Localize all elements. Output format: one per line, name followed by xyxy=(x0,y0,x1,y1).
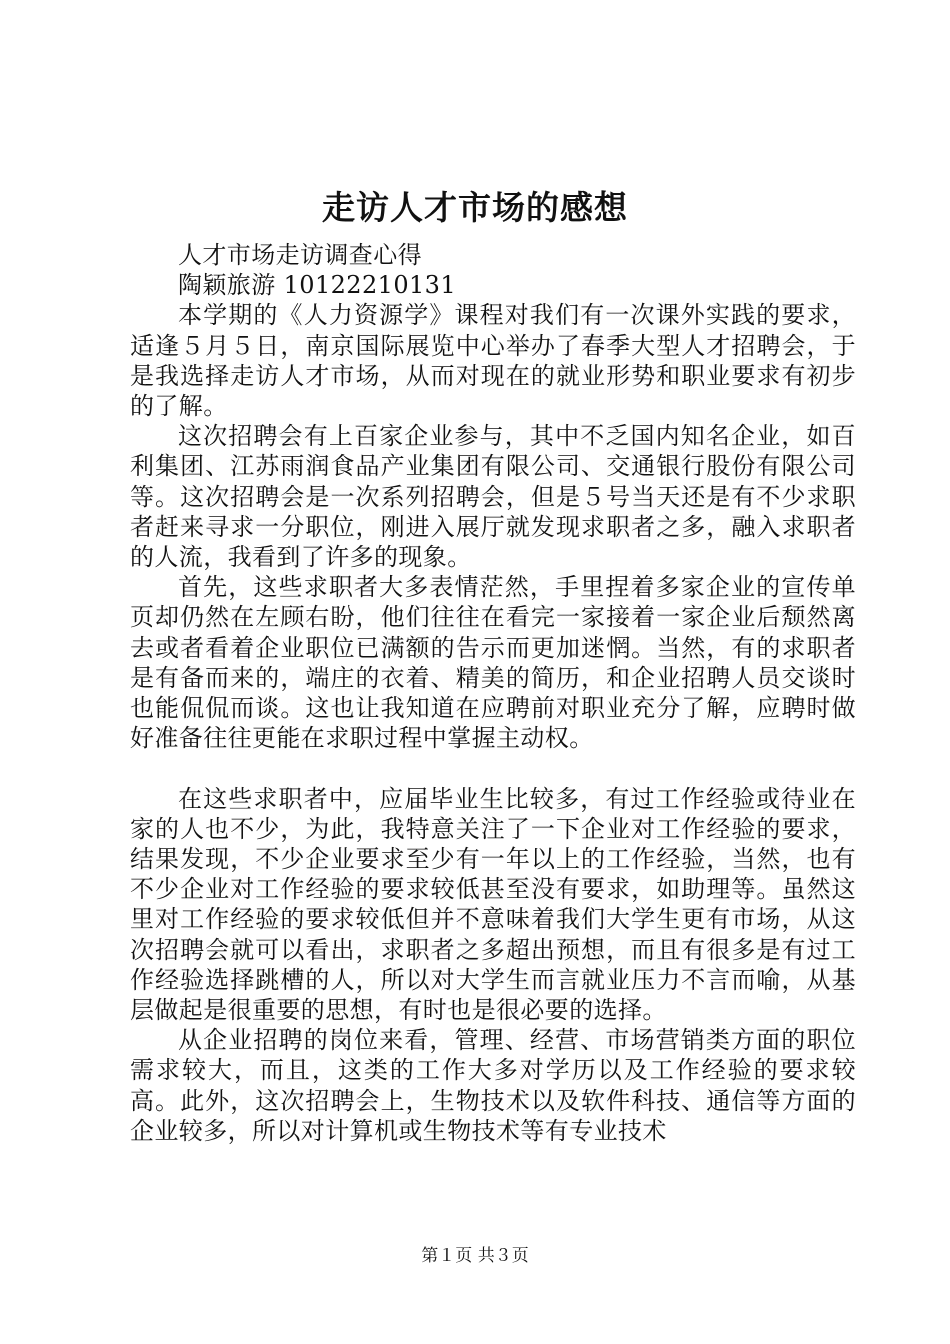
body-paragraph: 首先，这些求职者大多表情茫然，手里捏着多家企业的宣传单页却仍然在左顾右盼，他们往往在看完一家接着一家企业后颓然离去或者看着企业职位已满额的告示而更加迷惘。当然，有的求职者是有备而来的，端庄的衣着、精美的简历，和企业招聘人员交谈时也能侃侃而谈。这也让我知道在应聘前对职业充分了解，应聘时做好准备往往更能在求职过程中掌握主动权。 xyxy=(130,573,856,753)
body-paragraph: 本学期的《人力资源学》课程对我们有一次课外实践的要求，适逢５月５日，南京国际展览中心举办了春季大型人才招聘会，于是我选择走访人才市场，从而对现在的就业形势和职业要求有初步的了解。 xyxy=(130,301,856,421)
body-paragraph: 这次招聘会有上百家企业参与，其中不乏国内知名企业，如百利集团、江苏雨润食品产业集团有限公司、交通银行股份有限公司等。这次招聘会是一次系列招聘会，但是５号当天还是有不少求职者赶来寻求一分职位，刚进入展厅就发现求职者之多，融入求职者的人流，我看到了许多的现象。 xyxy=(130,422,856,572)
document-title: 走访人才市场的感想 xyxy=(322,188,628,227)
document-body xyxy=(130,240,856,1146)
subtitle-line: 人才市场走访调查心得 xyxy=(178,241,422,269)
page-footer: 第１页 共３页 xyxy=(421,1246,529,1266)
author-line: 陶颖旅游 10122210131 xyxy=(178,271,456,300)
paragraph-spacer xyxy=(130,753,856,783)
body-paragraph: 从企业招聘的岗位来看，管理、经营、市场营销类方面的职位需求较大，而且，这类的工作大多对学历以及工作经验的要求较高。此外，这次招聘会上，生物技术以及软件科技、通信等方面的企业较多，所以对计算机或生物技术等有专业技术 xyxy=(130,1026,856,1145)
body-paragraph: 在这些求职者中，应届毕业生比较多，有过工作经验或待业在家的人也不少，为此，我特意关注了一下企业对工作经验的要求，结果发现，不少企业要求至少有一年以上的工作经验，当然，也有不少企业对工作经验的要求较低甚至没有要求，如助理等。虽然这里对工作经验的要求较低但并不意味着我们大学生更有市场，从这次招聘会就可以看出，求职者之多超出预想，而且有很多是有过工作经验选择跳槽的人，所以对大学生而言就业压力不言而喻，从基层做起是很重要的思想，有时也是很必要的选择。 xyxy=(130,784,856,1025)
